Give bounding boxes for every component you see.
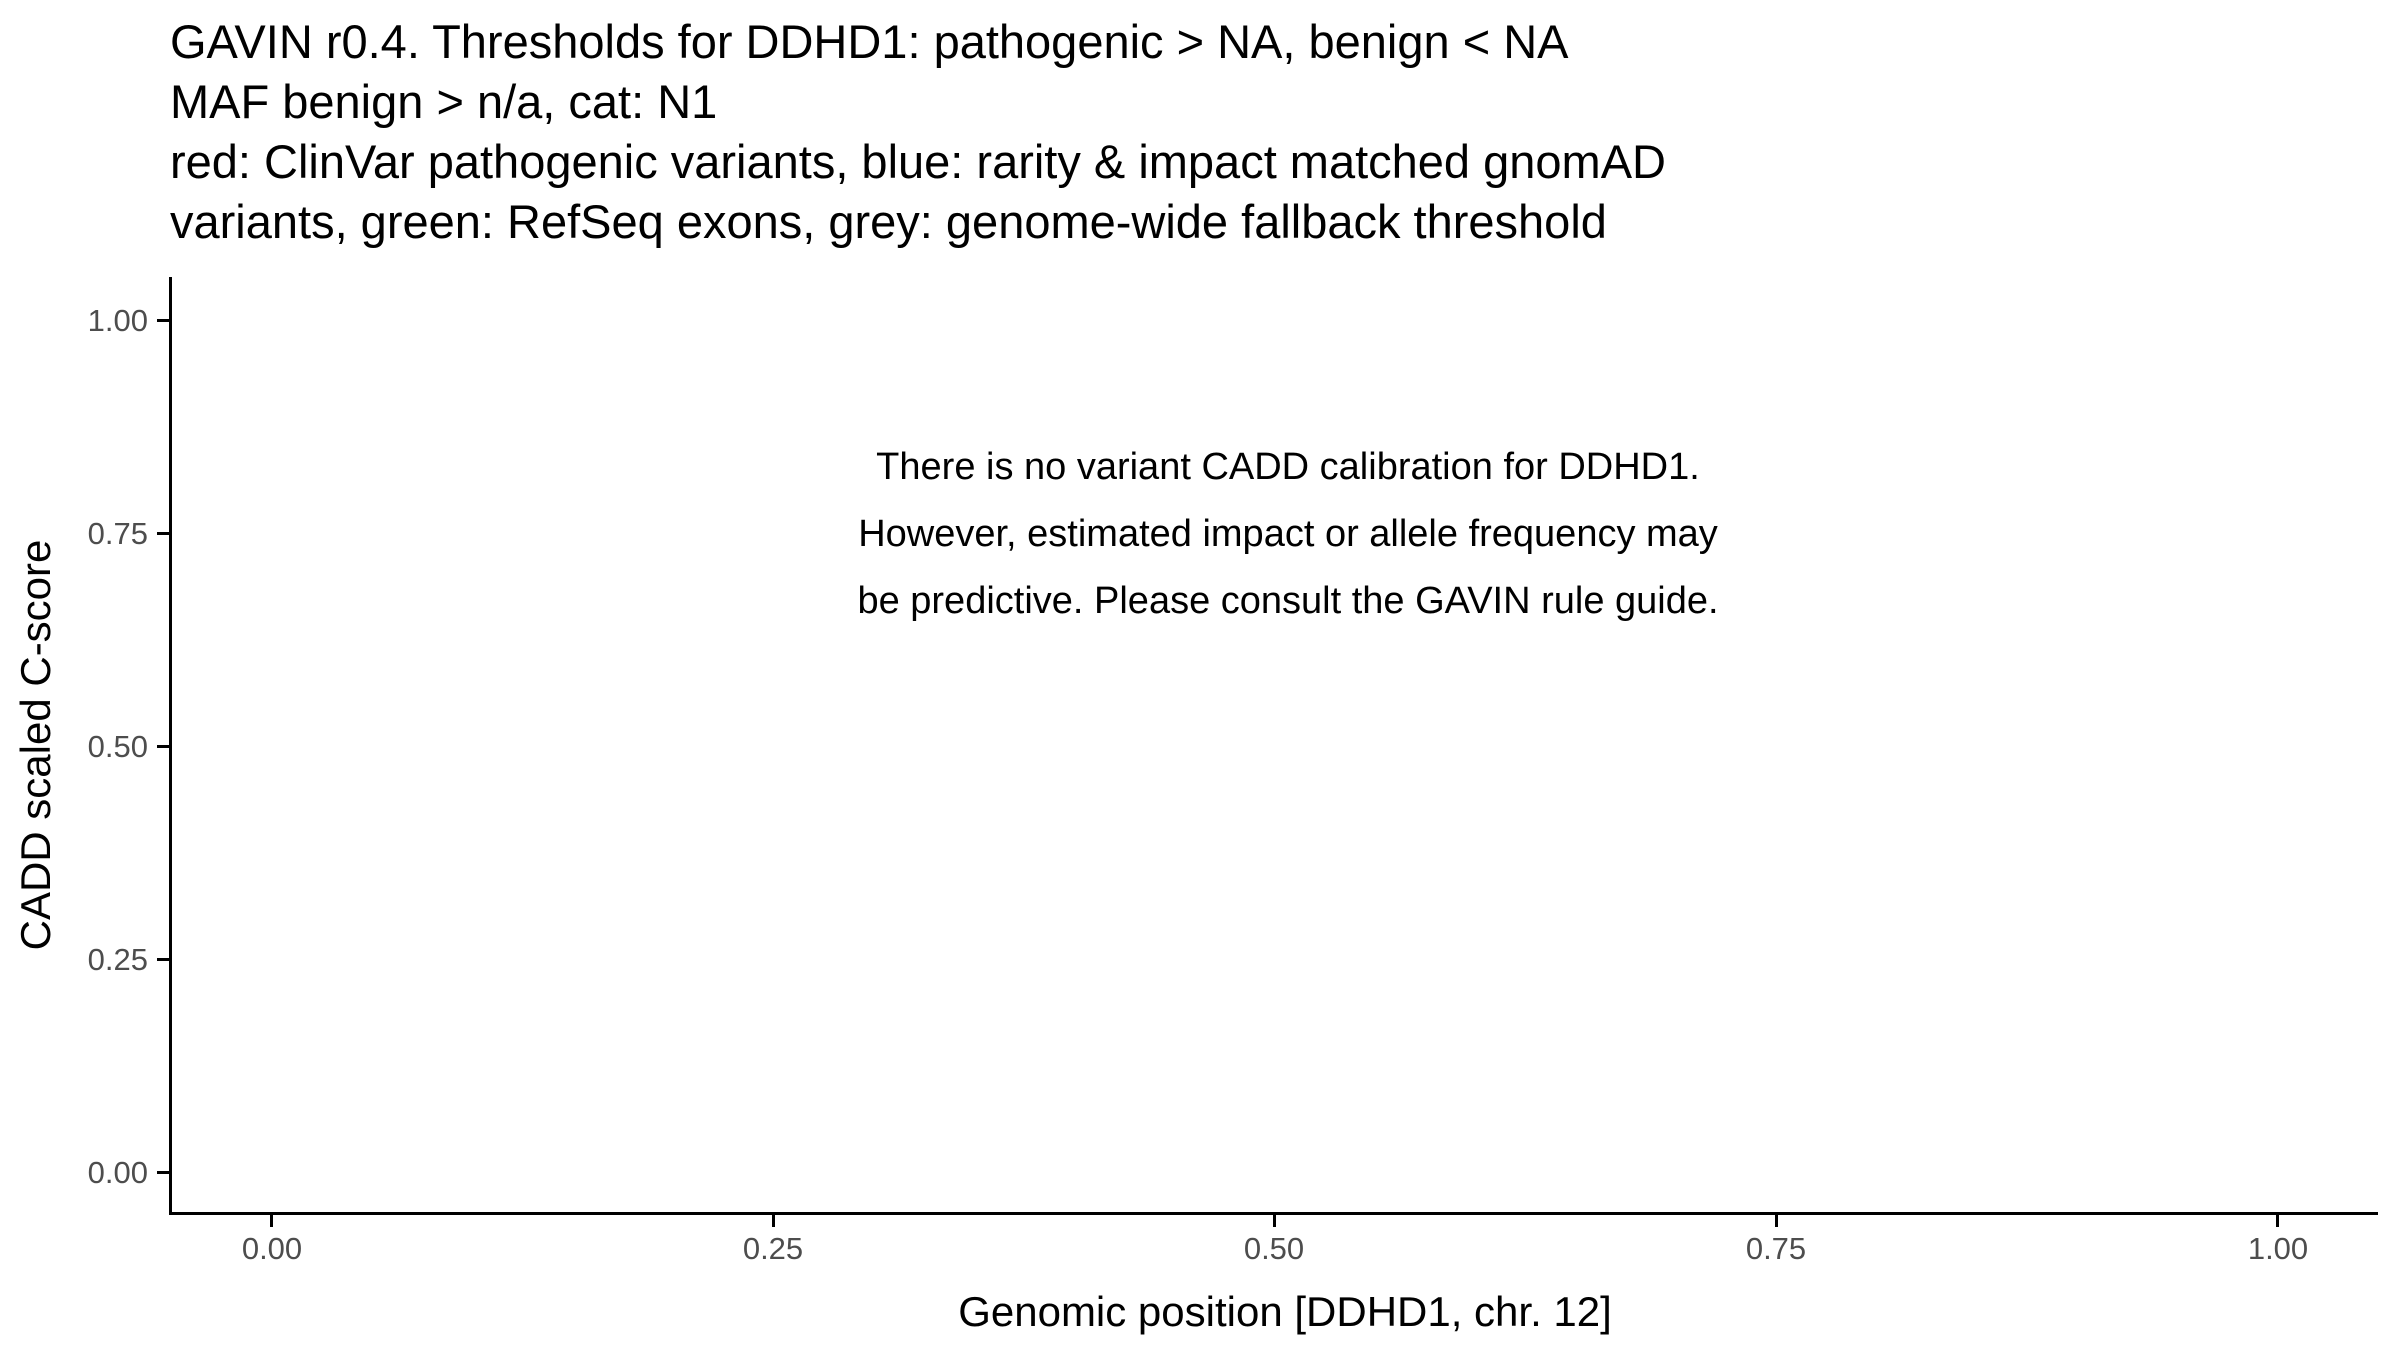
plot-panel: [170, 277, 2378, 1213]
y-tick-mark: [157, 958, 169, 961]
y-tick-mark: [157, 1171, 169, 1174]
x-tick-label: 0.50: [1243, 1231, 1305, 1266]
chart-title: [170, 12, 1666, 252]
x-tick-mark: [270, 1215, 273, 1227]
x-tick-label: 0.75: [1745, 1231, 1807, 1266]
chart-title-line-1: GAVIN r0.4. Thresholds for DDHD1: pathogenic > NA, benign < NA: [170, 15, 1569, 68]
x-tick-mark: [1273, 1215, 1276, 1227]
x-tick-label: 0.25: [742, 1231, 804, 1266]
x-tick-label: 1.00: [2247, 1231, 2309, 1266]
annotation-line-1: There is no variant CADD calibration for DDHD1.: [876, 446, 1700, 488]
x-tick-mark: [1775, 1215, 1778, 1227]
y-axis-line: [169, 277, 172, 1215]
y-tick-mark: [157, 745, 169, 748]
no-calibration-annotation: [857, 434, 1718, 635]
y-tick-label: 0.75: [87, 516, 148, 551]
y-tick-mark: [157, 319, 169, 322]
chart-title-line-3: red: ClinVar pathogenic variants, blue: rarity & impact matched gnomAD: [170, 135, 1666, 188]
y-axis-title: CADD scaled C-score: [12, 539, 59, 951]
y-tick-label: 0.50: [87, 729, 148, 764]
chart-title-line-4: variants, green: RefSeq exons, grey: genome-wide fallback threshold: [170, 195, 1607, 248]
y-tick-label: 1.00: [87, 303, 148, 338]
y-tick-label: 0.00: [87, 1155, 148, 1190]
y-tick-label: 0.25: [87, 942, 148, 977]
y-tick-mark: [157, 532, 169, 535]
annotation-line-2: However, estimated impact or allele frequency may: [858, 513, 1718, 555]
x-tick-label: 0.00: [241, 1231, 303, 1266]
annotation-line-3: be predictive. Please consult the GAVIN rule guide.: [857, 580, 1719, 622]
x-axis-title: Genomic position [DDHD1, chr. 12]: [958, 1288, 1612, 1335]
chart-title-line-2: MAF benign > n/a, cat: N1: [170, 75, 718, 128]
x-tick-mark: [2276, 1215, 2279, 1227]
x-tick-mark: [772, 1215, 775, 1227]
